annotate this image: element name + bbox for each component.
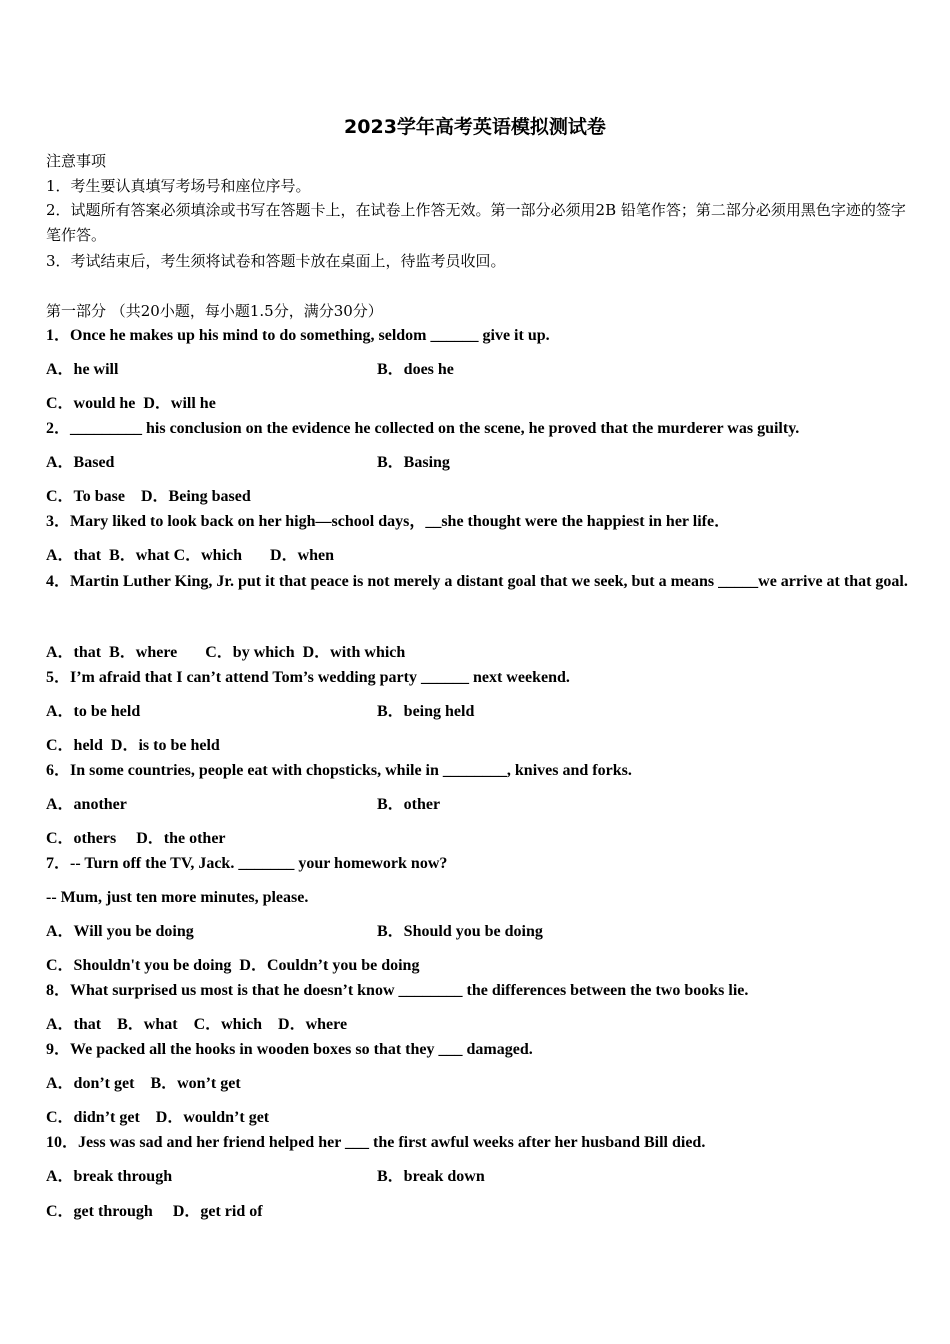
question-5-option-a: A．to be held xyxy=(46,703,141,720)
notice-heading: 注意事项 xyxy=(46,152,107,170)
question-3-stem: 3．Mary liked to look back on her high—school days，__she thought were the happiest in her life． xyxy=(46,513,731,530)
question-5-option-b: B．being held xyxy=(377,703,475,720)
question-6-option-a: A．another xyxy=(46,796,127,813)
question-9-options-ab: A．don’t get B．won’t get xyxy=(46,1075,241,1092)
question-3-options: A．that B．what C．which D．when xyxy=(46,547,335,564)
question-2-option-a: A．Based xyxy=(46,454,115,471)
question-8-stem: 8．What surprised us most is that he doesn’t know ________ the differences between the two books lie. xyxy=(46,982,749,999)
question-5-stem: 5．I’m afraid that I can’t attend Tom’s wedding party ______ next weekend. xyxy=(46,669,570,686)
question-10-stem: 10．Jess was sad and her friend helped her ___ the first awful weeks after her husband Bill died. xyxy=(46,1134,706,1151)
question-10-options-cd: C．get through D．get rid of xyxy=(46,1203,263,1220)
notice-item-2: 2．试题所有答案必须填涂或书写在答题卡上，在试卷上作答无效。第一部分必须用2B 铅笔作答；第二部分必须用黑色字迹的签字笔作答。 xyxy=(46,201,906,244)
question-8-options: A．that B．what C．which D．where xyxy=(46,1016,348,1033)
question-1-option-b: B．does he xyxy=(377,361,454,378)
question-6-stem: 6．In some countries, people eat with chopsticks, while in ________, knives and forks. xyxy=(46,762,632,779)
question-9-stem: 9．We packed all the hooks in wooden boxes so that they ___ damaged. xyxy=(46,1041,533,1058)
question-1-options-cd: C．would he D．will he xyxy=(46,395,216,412)
question-7-option-b: B．Should you be doing xyxy=(377,923,543,940)
question-1-stem: 1．Once he makes up his mind to do something, seldom ______ give it up. xyxy=(46,327,550,344)
question-2-options-cd: C．To base D．Being based xyxy=(46,488,251,505)
page-title: 2023学年高考英语模拟测试卷 xyxy=(344,116,606,138)
question-2-stem: 2．_________ his conclusion on the evidence he collected on the scene, he proved that the murderer was guilty. xyxy=(46,420,800,437)
question-9-options-cd: C．didn’t get D．wouldn’t get xyxy=(46,1109,270,1126)
question-4-options: A．that B．where C．by which D．with which xyxy=(46,644,406,661)
question-7-options-cd: C．Shouldn't you be doing D．Couldn’t you be doing xyxy=(46,957,420,974)
notice-item-3: 3．考试结束后，考生须将试卷和答题卡放在桌面上，待监考员收回。 xyxy=(46,252,506,270)
question-10-option-a: A．break through xyxy=(46,1168,173,1185)
question-2-option-b: B．Basing xyxy=(377,454,450,471)
section-heading: 第一部分 （共20小题，每小题1.5分，满分30分） xyxy=(46,302,383,320)
question-6-options-cd: C．others D．the other xyxy=(46,830,226,847)
question-6-option-b: B．other xyxy=(377,796,441,813)
question-1-option-a: A．he will xyxy=(46,361,119,378)
question-4-stem: 4．Martin Luther King, Jr. put it that peace is not merely a distant goal that we seek, but a means _____we arrive at that goal. xyxy=(46,573,908,590)
notice-item-1: 1．考生要认真填写考场号和座位序号。 xyxy=(46,177,311,195)
question-7-option-a: A．Will you be doing xyxy=(46,923,194,940)
question-10-option-b: B．break down xyxy=(377,1168,485,1185)
question-5-options-cd: C．held D．is to be held xyxy=(46,737,220,754)
question-7-stem: 7．-- Turn off the TV, Jack. _______ your homework now? xyxy=(46,855,448,872)
question-7-stem-reply: -- Mum, just ten more minutes, please. xyxy=(46,889,309,906)
